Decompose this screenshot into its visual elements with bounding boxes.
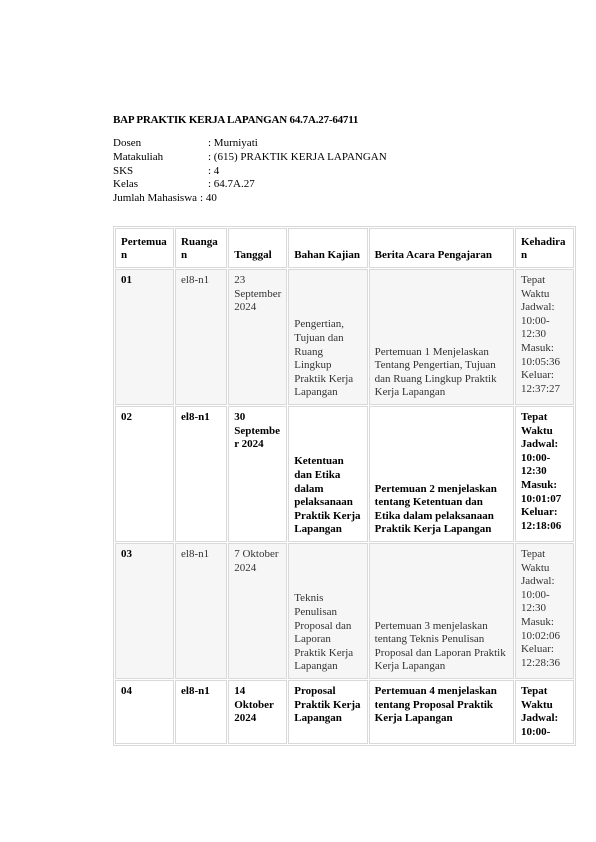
cell-tanggal: 23 September 2024 bbox=[228, 269, 287, 405]
cell-ruangan: el8-n1 bbox=[175, 680, 227, 744]
meta-dosen bbox=[113, 137, 387, 151]
meta-jumlah-mahasiswa bbox=[113, 192, 387, 206]
cell-pertemuan: 04 bbox=[115, 680, 174, 744]
meta-value: : 64.7A.27 bbox=[208, 178, 255, 191]
document-meta bbox=[113, 137, 387, 206]
meta-value: : 4 bbox=[208, 164, 220, 177]
bap-table bbox=[113, 226, 576, 746]
cell-pertemuan: 03 bbox=[115, 543, 174, 679]
cell-ruangan: el8-n1 bbox=[175, 269, 227, 405]
cell-ruangan: el8-n1 bbox=[175, 543, 227, 679]
cell-berita-acara: Pertemuan 3 menjelaskan tentang Teknis Penulisan Proposal dan Laporan Praktik Kerja Lapangan bbox=[369, 543, 514, 679]
cell-tanggal: 7 Oktober 2024 bbox=[228, 543, 287, 679]
cell-pertemuan: 01 bbox=[115, 269, 174, 405]
cell-berita-acara: Pertemuan 2 menjelaskan tentang Ketentuan dan Etika dalam pelaksanaan Praktik Kerja Lapangan bbox=[369, 406, 514, 542]
cell-kehadiran: Tepat Waktu Jadwal: 10:00- bbox=[515, 680, 574, 744]
meta-matakuliah bbox=[113, 151, 387, 165]
meta-label: Dosen bbox=[113, 137, 142, 149]
meta-value: : 40 bbox=[200, 192, 217, 205]
meta-value: : Murniyati bbox=[208, 137, 258, 149]
document-title: BAP PRAKTIK KERJA LAPANGAN 64.7A.27-64711 bbox=[113, 114, 359, 126]
meta-sks bbox=[113, 165, 387, 179]
cell-berita-acara: Pertemuan 4 menjelaskan tentang Proposal Praktik Kerja Lapangan bbox=[369, 680, 514, 744]
cell-bahan-kajian: Pengertian, Tujuan dan Ruang Lingkup Praktik Kerja Lapangan bbox=[288, 269, 367, 405]
cell-pertemuan: 02 bbox=[115, 406, 174, 542]
meta-kelas bbox=[113, 178, 387, 192]
header-ruangan: Ruangan bbox=[175, 228, 227, 268]
cell-berita-acara: Pertemuan 1 Menjelaskan Tentang Pengertian, Tujuan dan Ruang Lingkup Praktik Kerja Lapangan bbox=[369, 269, 514, 405]
table-header-row bbox=[115, 228, 574, 268]
cell-kehadiran: Tepat Waktu Jadwal: 10:00-12:30 Masuk: 10:02:06 Keluar: 12:28:36 bbox=[515, 543, 574, 679]
meta-label: SKS bbox=[113, 164, 134, 177]
header-berita-acara: Berita Acara Pengajaran bbox=[369, 228, 514, 268]
meta-label: Matakuliah bbox=[113, 150, 164, 163]
header-pertemuan: Pertemuan bbox=[115, 228, 174, 268]
cell-ruangan: el8-n1 bbox=[175, 406, 227, 542]
cell-tanggal: 14 Oktober 2024 bbox=[228, 680, 287, 744]
cell-bahan-kajian: Teknis Penulisan Proposal dan Laporan Praktik Kerja Lapangan bbox=[288, 543, 367, 679]
cell-tanggal: 30 September 2024 bbox=[228, 406, 287, 542]
table-row bbox=[115, 680, 574, 744]
table-row bbox=[115, 543, 574, 679]
header-tanggal: Tanggal bbox=[228, 228, 287, 268]
cell-kehadiran: Tepat Waktu Jadwal: 10:00-12:30 Masuk: 10:05:36 Keluar: 12:37:27 bbox=[515, 269, 574, 405]
table-row bbox=[115, 406, 574, 542]
header-kehadiran: Kehadiran bbox=[515, 228, 574, 268]
meta-label: Jumlah Mahasiswa bbox=[113, 192, 198, 205]
table-row bbox=[115, 269, 574, 405]
cell-kehadiran: Tepat Waktu Jadwal: 10:00-12:30 Masuk: 10:01:07 Keluar: 12:18:06 bbox=[515, 406, 574, 542]
header-bahan-kajian: Bahan Kajian bbox=[288, 228, 367, 268]
cell-bahan-kajian: Proposal Praktik Kerja Lapangan bbox=[288, 680, 367, 744]
meta-label: Kelas bbox=[113, 178, 139, 191]
cell-bahan-kajian: Ketentuan dan Etika dalam pelaksanaan Praktik Kerja Lapangan bbox=[288, 406, 367, 542]
meta-value: : (615) PRAKTIK KERJA LAPANGAN bbox=[208, 150, 387, 163]
